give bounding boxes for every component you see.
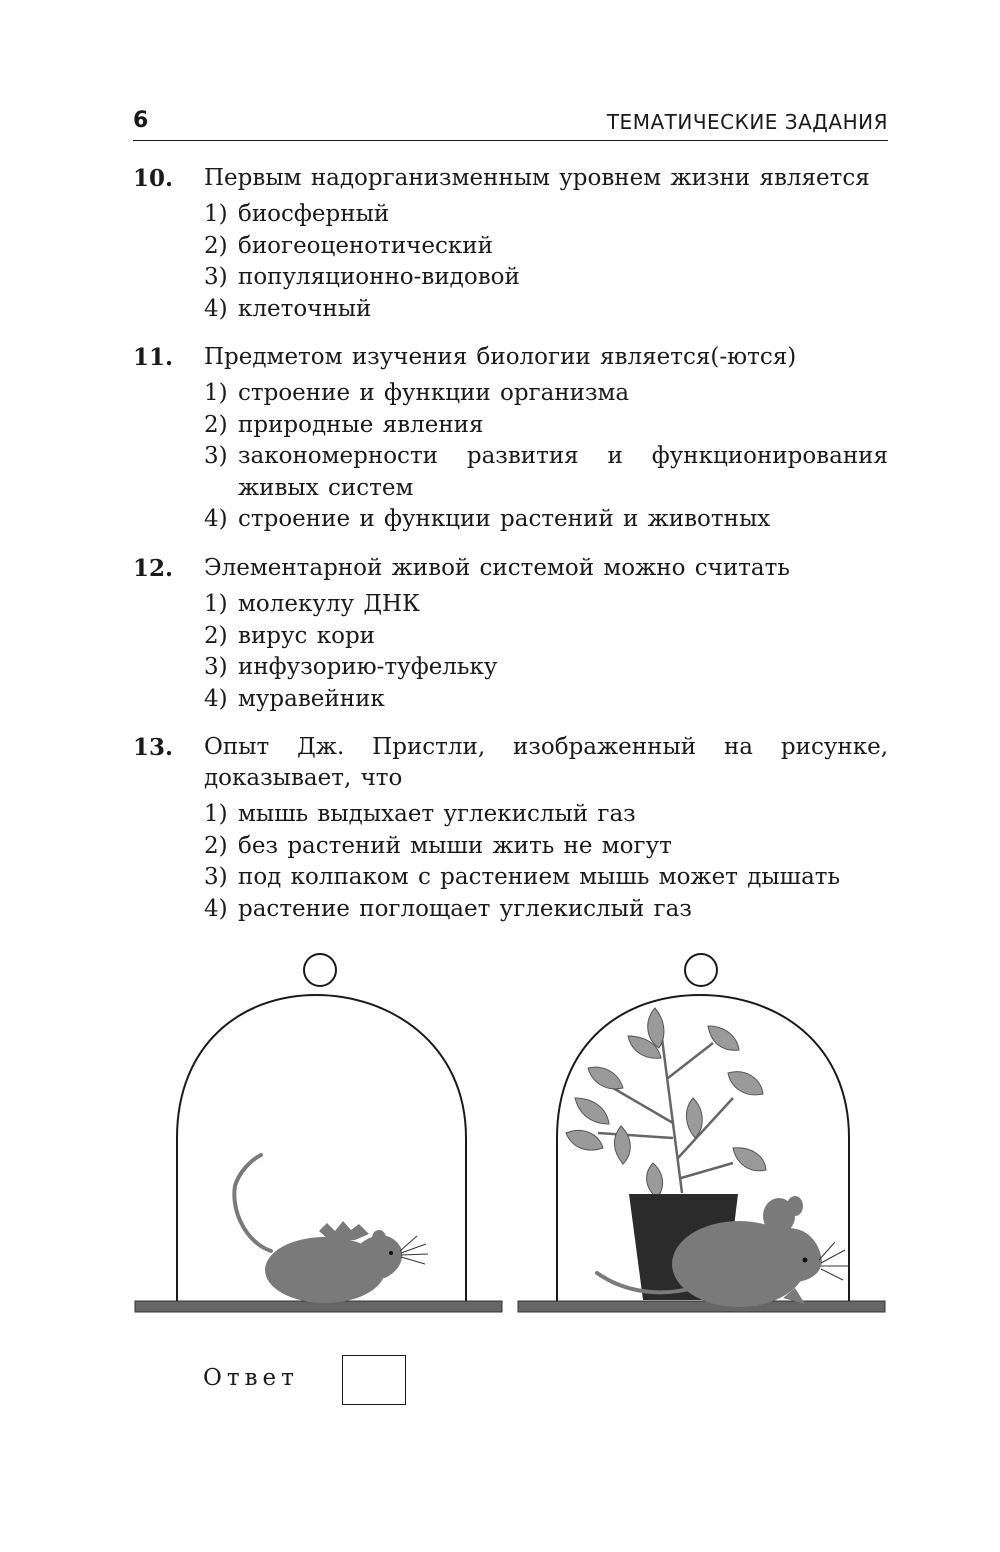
option-text: муравейник: [238, 685, 385, 712]
option-text: инфузорию-туфельку: [238, 654, 498, 680]
option-text: строение и функции растений и животных: [238, 506, 771, 532]
answer-options: [204, 589, 888, 715]
question-text: Опыт Дж. Пристли, изображенный на рисунке, доказывает, что: [204, 734, 888, 791]
bell-knob: [304, 954, 336, 986]
option[interactable]: [204, 199, 888, 231]
option[interactable]: [204, 652, 888, 684]
option-number: 3): [204, 654, 228, 680]
question-number: 11.: [133, 344, 174, 371]
option[interactable]: [204, 262, 888, 294]
option-number: 3): [204, 443, 228, 469]
question-number: 13.: [133, 734, 174, 761]
bell-jar-with-mouse: [135, 954, 502, 1312]
question-text: Предметом изучения биологии является(-ются): [204, 344, 797, 370]
option-number: 4): [204, 685, 228, 712]
question-number: 10.: [133, 165, 174, 192]
answer-options: [204, 378, 888, 536]
option[interactable]: [204, 231, 888, 263]
option-number: 2): [204, 411, 228, 438]
answer-options: [204, 199, 888, 325]
answer-label: Ответ: [203, 1365, 299, 1391]
option-number: 2): [204, 832, 228, 859]
plant-icon: [566, 1008, 766, 1198]
question-13: [133, 732, 888, 925]
mouse-icon: [234, 1155, 428, 1303]
option[interactable]: [204, 831, 888, 863]
option-number: 1): [204, 801, 228, 827]
option-number: 3): [204, 264, 228, 290]
option-text: закономерности развития и функционирования живых систем: [238, 443, 888, 501]
option-text: клеточный: [238, 295, 372, 322]
section-title: ТЕМАТИЧЕСКИЕ ЗАДАНИЯ: [606, 110, 888, 134]
bell-jar-with-plant-and-mouse: [518, 954, 885, 1312]
page-header: [133, 104, 888, 141]
option-number: 4): [204, 295, 228, 322]
option[interactable]: [204, 294, 888, 326]
question-11: [133, 342, 888, 536]
base-plate: [518, 1301, 885, 1312]
option[interactable]: [204, 862, 888, 894]
option[interactable]: [204, 684, 888, 716]
option-text: популяционно-видовой: [238, 264, 520, 290]
option-text: под колпаком с растением мышь может дышать: [238, 864, 841, 890]
option-number: 4): [204, 506, 228, 532]
question-text: Элементарной живой системой можно считать: [204, 555, 790, 581]
answer-row: [203, 1355, 423, 1405]
option[interactable]: [204, 504, 888, 536]
option-text: вирус кори: [238, 622, 376, 649]
option-text: биосферный: [238, 201, 390, 227]
option[interactable]: [204, 621, 888, 653]
priestley-experiment-figure: [133, 948, 888, 1318]
option[interactable]: [204, 894, 888, 926]
option-number: 1): [204, 591, 228, 617]
answer-options: [204, 799, 888, 925]
option-text: биогеоценотический: [238, 232, 493, 259]
question-10: [133, 163, 888, 325]
option[interactable]: [204, 589, 888, 621]
option-text: без растений мыши жить не могут: [238, 832, 672, 859]
option[interactable]: [204, 441, 888, 504]
option-text: мышь выдыхает углекислый газ: [238, 801, 636, 827]
option-number: 2): [204, 232, 228, 259]
option[interactable]: [204, 799, 888, 831]
question-text: Первым надорганизменным уровнем жизни является: [204, 165, 870, 191]
option-number: 3): [204, 864, 228, 890]
option-number: 1): [204, 201, 228, 227]
question-12: [133, 553, 888, 715]
answer-box[interactable]: [342, 1355, 406, 1405]
page-number: 6: [133, 108, 149, 133]
question-number: 12.: [133, 555, 174, 582]
bell-knob: [685, 954, 717, 986]
option-text: природные явления: [238, 411, 484, 438]
option-text: растение поглощает углекислый газ: [238, 895, 692, 922]
option-number: 1): [204, 380, 228, 406]
option-text: молекулу ДНК: [238, 591, 420, 617]
option[interactable]: [204, 378, 888, 410]
option-number: 4): [204, 895, 228, 922]
option-number: 2): [204, 622, 228, 649]
option[interactable]: [204, 410, 888, 442]
option-text: строение и функции организма: [238, 380, 630, 406]
